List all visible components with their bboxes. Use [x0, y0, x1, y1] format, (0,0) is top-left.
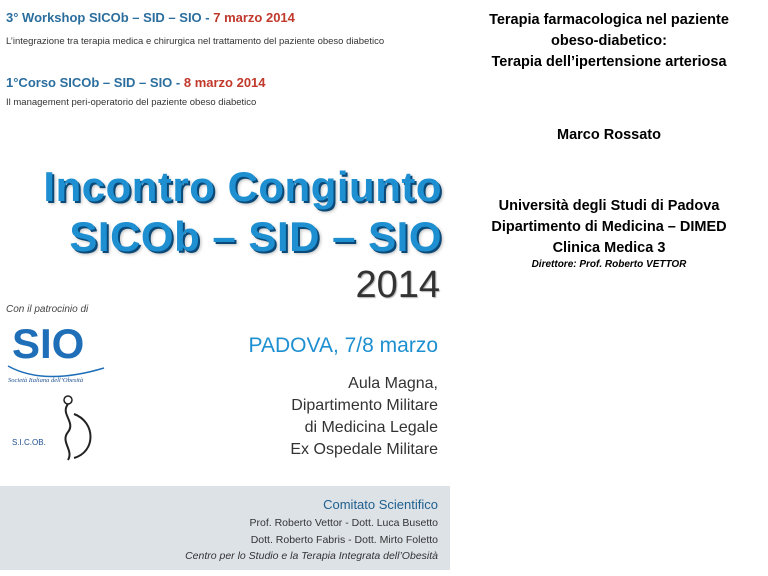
- venue-line: Ex Ospedale Militare: [290, 441, 438, 458]
- venue-line: Aula Magna,: [348, 375, 438, 392]
- headline-line-1: Incontro Congiunto: [43, 163, 442, 210]
- workshop-description: L’integrazione tra terapia medica e chirurgica nel trattamento del paziente obeso diabetico: [6, 36, 385, 47]
- course-description: Il management peri-operatorio del paziente obeso diabetico: [6, 97, 257, 108]
- workshop-title-text: 3° Workshop SICOb – SID – SIO -: [6, 10, 214, 25]
- headline-line-2: SICOb – SID – SIO: [69, 213, 442, 260]
- sio-logo-text: SIO: [12, 320, 85, 367]
- sio-logo-subtitle: Società Italiana dell’Obesità: [8, 377, 84, 384]
- workshop-title: [6, 10, 295, 25]
- affiliation-line: Dipartimento di Medicina – DIMED: [491, 219, 727, 235]
- affiliation: [450, 196, 768, 271]
- talk-title-line: obeso-diabetico:: [550, 33, 667, 49]
- venue: [290, 373, 438, 461]
- workshop-date: 7 marzo 2014: [213, 10, 295, 25]
- scientific-committee: [0, 486, 450, 570]
- talk-info: [450, 0, 768, 576]
- committee-line: Dott. Roberto Fabris - Dott. Mirto Foletto: [250, 534, 438, 546]
- affiliation-line: Clinica Medica 3: [552, 240, 666, 256]
- event-year: 2014: [355, 264, 440, 306]
- talk-title: [450, 10, 768, 73]
- course-title-text: 1°Corso SICOb – SID – SIO -: [6, 75, 184, 90]
- talk-title-line: Terapia dell’ipertensione arteriosa: [491, 54, 727, 70]
- sicob-logo-icon: [12, 392, 102, 464]
- committee-line: Prof. Roberto Vettor - Dott. Luca Busetto: [249, 517, 438, 529]
- affiliation-line: Università degli Studi di Padova: [498, 198, 720, 214]
- event-location-date: PADOVA, 7/8 marzo: [248, 334, 438, 357]
- director: Direttore: Prof. Roberto VETTOR: [531, 259, 687, 270]
- committee-center: Centro per lo Studio e la Terapia Integrata dell’Obesità: [185, 550, 438, 562]
- venue-line: di Medicina Legale: [304, 419, 438, 436]
- sio-logo-icon: [4, 316, 114, 388]
- course-title: [6, 75, 266, 90]
- author-name: Marco Rossato: [557, 127, 661, 143]
- patronage-label: Con il patrocinio di: [6, 304, 89, 315]
- committee-title: Comitato Scientifico: [323, 497, 438, 512]
- venue-line: Dipartimento Militare: [291, 397, 438, 414]
- talk-title-line: Terapia farmacologica nel paziente: [489, 12, 729, 28]
- course-date: 8 marzo 2014: [183, 75, 266, 90]
- sicob-logo-text: S.I.C.OB.: [12, 438, 46, 447]
